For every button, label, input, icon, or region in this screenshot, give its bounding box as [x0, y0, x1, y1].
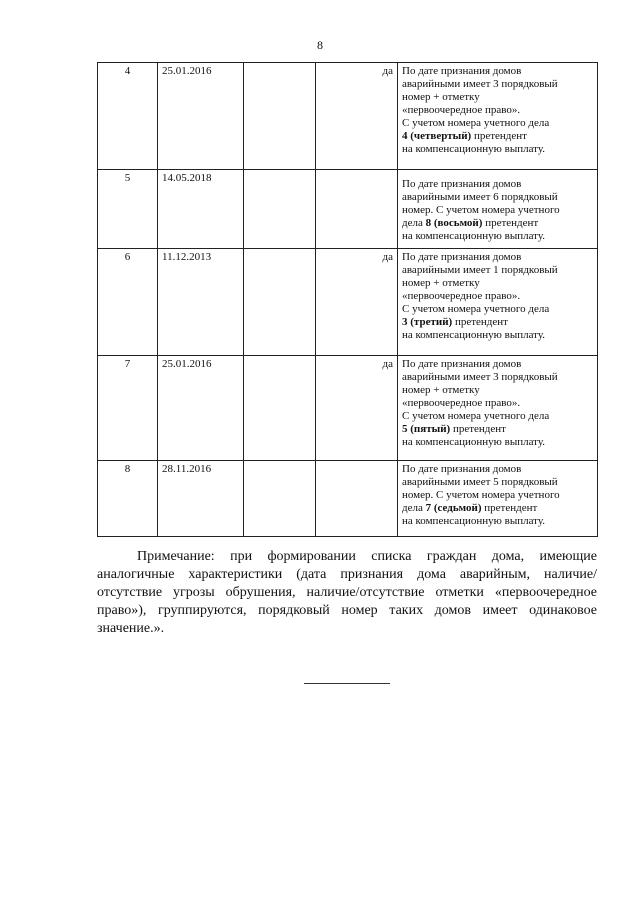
description-line: С учетом номера учетного дела: [402, 117, 550, 129]
description-line: С учетом номера учетного дела: [402, 410, 550, 422]
description-line: номер + отметку: [402, 91, 480, 103]
queue-position: 7 (седьмой): [425, 502, 482, 514]
recognition-date: 11.12.2013: [158, 249, 244, 356]
description-line: на компенсационную выплату.: [402, 515, 545, 527]
description-line: аварийными имеет 6 порядковый: [402, 191, 558, 203]
description-line: По дате признания домов: [402, 178, 522, 190]
description-line: номер. С учетом номера учетного: [402, 489, 560, 501]
priority-flag: [316, 461, 398, 537]
row-number: 4: [98, 63, 158, 170]
row-number: 8: [98, 461, 158, 537]
description-line: «первоочередное право».: [402, 397, 521, 409]
queue-position: 3 (третий): [402, 316, 453, 328]
collapse-threat-cell: [244, 356, 316, 461]
description-cell: [398, 249, 598, 356]
description-line: дела: [402, 217, 426, 229]
recognition-date: 25.01.2016: [158, 356, 244, 461]
description-cell: [398, 356, 598, 461]
queue-position: 5 (пятый): [402, 423, 451, 435]
table-row: [98, 249, 598, 356]
description-line: претендент: [471, 130, 527, 142]
description-line: «первоочередное право».: [402, 290, 521, 302]
description-line: По дате признания домов: [402, 463, 522, 475]
recognition-date: 28.11.2016: [158, 461, 244, 537]
table-row: [98, 461, 598, 537]
records-table-body: [98, 63, 598, 537]
note-paragraph: Примечание: при формировании списка граждан дома, имеющие аналогичные характеристики (дата признания дома аварийным, наличие/отсутствие угрозы обрушения, наличие/отсутствие отметки «первоочередное право»), группируются, порядковый номер таких домов имеет одинаковое значение.».: [97, 549, 597, 636]
description-line: аварийными имеет 5 порядковый: [402, 476, 558, 488]
description-line: аварийными имеет 3 порядковый: [402, 78, 558, 90]
description-line: номер + отметку: [402, 384, 480, 396]
description-line: на компенсационную выплату.: [402, 436, 545, 448]
description-line: претендент: [481, 502, 538, 514]
description-line: По дате признания домов: [402, 251, 522, 263]
description-line: претендент: [482, 217, 539, 229]
description-line: претендент: [450, 423, 506, 435]
description-cell: [398, 170, 598, 249]
description-line: номер. С учетом номера учетного: [402, 204, 560, 216]
priority-flag: [316, 170, 398, 249]
collapse-threat-cell: [244, 461, 316, 537]
recognition-date: 25.01.2016: [158, 63, 244, 170]
table-row: [98, 356, 598, 461]
collapse-threat-cell: [244, 170, 316, 249]
description-line: аварийными имеет 3 порядковый: [402, 371, 558, 383]
collapse-threat-cell: [244, 63, 316, 170]
description-line: на компенсационную выплату.: [402, 230, 545, 242]
priority-flag: да: [316, 249, 398, 356]
description-line: претендент: [452, 316, 508, 328]
queue-position: 8 (восьмой): [425, 217, 483, 229]
description-line: «первоочередное право».: [402, 104, 521, 116]
priority-flag: да: [316, 356, 398, 461]
page-number: 8: [317, 38, 323, 52]
queue-position: 4 (четвертый): [402, 130, 472, 142]
table-row: [98, 170, 598, 249]
description-line: аварийными имеет 1 порядковый: [402, 264, 558, 276]
row-number: 6: [98, 249, 158, 356]
row-number: 7: [98, 356, 158, 461]
description-line: С учетом номера учетного дела: [402, 303, 550, 315]
description-line: номер + отметку: [402, 277, 480, 289]
records-table: [97, 62, 598, 537]
description-line: По дате признания домов: [402, 65, 522, 77]
table-row: [98, 63, 598, 170]
row-number: 5: [98, 170, 158, 249]
description-cell: [398, 461, 598, 537]
description-line: на компенсационную выплату.: [402, 329, 545, 341]
priority-flag: да: [316, 63, 398, 170]
description-line: По дате признания домов: [402, 358, 522, 370]
description-line: на компенсационную выплату.: [402, 143, 545, 155]
separator-line: [304, 683, 390, 684]
description-cell: [398, 63, 598, 170]
recognition-date: 14.05.2018: [158, 170, 244, 249]
collapse-threat-cell: [244, 249, 316, 356]
description-line: дела: [402, 502, 426, 514]
